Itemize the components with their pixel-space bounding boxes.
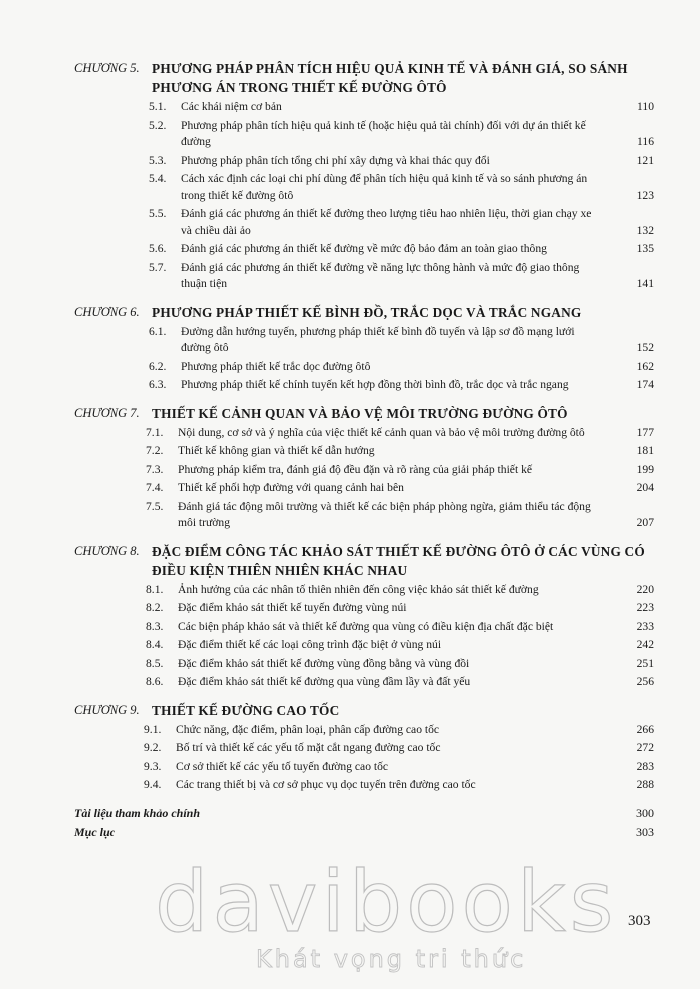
entry-number: 9.1.	[144, 722, 162, 736]
entry-title: Thiết kế phối hợp đường với quang cảnh hai bên	[178, 481, 404, 494]
toc-entry[interactable]	[146, 637, 654, 654]
page-number: 303	[628, 913, 651, 929]
toc-back-entry[interactable]	[74, 823, 654, 842]
entry-number: 5.2.	[149, 118, 167, 132]
entry-page: 181	[636, 444, 654, 457]
entry-number: 9.3.	[144, 759, 162, 773]
entry-page: 223	[636, 601, 654, 614]
entry-title: Đánh giá các phương án thiết kế đường theo lượng tiêu hao nhiên liệu, thời gian chạy xe và chiều dài ảo	[181, 207, 592, 237]
chapter-label: CHƯƠNG 7.	[74, 405, 140, 420]
entry-number: 8.2.	[146, 601, 164, 614]
entry-title: Các biện pháp khảo sát và thiết kế đường qua vùng có điều kiện địa chất đặc biệt	[178, 619, 554, 633]
entry-title: Đặc điểm khảo sát thiết kế đường vùng đồng bằng và vùng đồi	[178, 656, 470, 670]
chapter-9	[74, 701, 654, 794]
entry-number: 5.1.	[149, 100, 167, 113]
chapter-heading	[74, 59, 654, 97]
entry-page: 162	[636, 359, 654, 373]
entry-title: Đặc điểm khảo sát thiết kế tuyến đường vùng núi	[178, 601, 407, 614]
entry-title: Bố trí và thiết kế các yếu tố mặt cắt ngang đường cao tốc	[176, 741, 441, 754]
entry-title: Đánh giá các phương án thiết kế đường về mức độ bảo đảm an toàn giao thông	[181, 242, 547, 255]
entry-page: 152	[636, 341, 654, 354]
davibooks-watermark-logo: davibooks	[155, 853, 618, 951]
entry-page: 135	[636, 242, 654, 255]
entry-number: 8.1.	[146, 582, 164, 596]
entry-number: 8.4.	[146, 638, 164, 651]
toc-entry[interactable]	[146, 425, 654, 442]
entry-title: Cách xác định các loại chi phí dùng để phân tích hiệu quả kinh tế và so sánh phương án trong thiết kế đường ôtô	[181, 172, 588, 202]
entry-number: 5.3.	[149, 153, 167, 167]
entry-number: 5.6.	[149, 242, 167, 255]
entry-page: 272	[636, 741, 654, 754]
toc-entry[interactable]	[146, 480, 654, 497]
toc-entry[interactable]	[146, 499, 654, 532]
chapter-title: THIẾT KẾ CẢNH QUAN VÀ BẢO VỆ MÔI TRƯỜNG ĐƯỜNG ÔTÔ	[152, 405, 568, 421]
entry-title: Phương pháp phân tích tổng chi phí xây dựng và khai thác quy đổi	[181, 153, 490, 167]
contents-page: 303	[636, 824, 654, 839]
table-of-contents	[74, 59, 654, 842]
toc-entry[interactable]	[149, 99, 654, 116]
entry-title: Đặc điểm thiết kế các loại công trình đặc biệt ở vùng núi	[178, 638, 442, 651]
toc-entry[interactable]	[149, 171, 654, 204]
entry-title: Đánh giá các phương án thiết kế đường về năng lực thông hành và mức độ giao thông thuận tiện	[181, 260, 580, 290]
entry-title: Phương pháp thiết kế chính tuyến kết hợp đồng thời bình đồ, trắc dọc và trắc ngang	[181, 378, 569, 391]
entry-title: Phương pháp thiết kế trắc dọc đường ôtô	[181, 359, 371, 373]
entry-page: 288	[636, 778, 654, 791]
entry-title: Đặc điểm khảo sát thiết kế đường qua vùng đầm lầy và đất yếu	[178, 675, 471, 688]
chapter-label: CHƯƠNG 6.	[74, 304, 140, 319]
chapter-5	[74, 59, 654, 293]
entry-page: 116	[637, 135, 654, 148]
chapter-heading	[74, 542, 654, 580]
toc-entry[interactable]	[149, 118, 654, 151]
toc-entry[interactable]	[144, 777, 654, 794]
chapter-title: THIẾT KẾ ĐƯỜNG CAO TỐC	[152, 702, 340, 718]
entry-page: 132	[636, 223, 654, 237]
entry-page: 251	[636, 656, 654, 670]
entry-number: 6.2.	[149, 359, 167, 373]
chapter-label: CHƯƠNG 9.	[74, 702, 140, 717]
references-title: Tài liệu tham khảo chính	[74, 805, 201, 820]
entry-title: Đánh giá tác động môi trường và thiết kế các biện pháp phòng ngừa, giảm thiểu tác động môi trường	[178, 499, 591, 529]
entry-number: 8.5.	[146, 656, 164, 670]
entry-number: 8.6.	[146, 675, 164, 688]
entry-number: 7.3.	[146, 462, 164, 476]
chapter-8	[74, 542, 654, 691]
toc-entry[interactable]	[146, 462, 654, 479]
entry-page: 242	[636, 638, 654, 651]
entry-page: 283	[636, 759, 654, 773]
chapter-title: PHƯƠNG PHÁP PHÂN TÍCH HIỆU QUẢ KINH TẾ VÀ ĐÁNH GIÁ, SO SÁNH PHƯƠNG ÁN TRONG THIẾT KẾ ĐƯỜNG ÔTÔ	[152, 61, 628, 95]
toc-entry[interactable]	[146, 443, 654, 460]
references-page: 300	[636, 805, 654, 820]
entry-number: 5.4.	[149, 172, 167, 185]
toc-entry[interactable]	[149, 260, 654, 293]
entry-title: Các khái niệm cơ bản	[181, 100, 282, 113]
entry-title: Thiết kế không gian và thiết kế dẫn hướng	[178, 444, 375, 457]
entry-page: 199	[636, 462, 654, 476]
entry-page: 256	[636, 675, 654, 688]
entry-page: 177	[636, 425, 654, 439]
entry-page: 220	[636, 582, 654, 596]
entry-number: 8.3.	[146, 619, 164, 633]
entry-number: 7.1.	[146, 425, 164, 439]
toc-entry[interactable]	[149, 241, 654, 258]
entry-number: 7.2.	[146, 444, 164, 457]
toc-entry[interactable]	[149, 153, 654, 170]
chapter-label: CHƯƠNG 5.	[74, 61, 140, 75]
entry-number: 9.4.	[144, 778, 162, 791]
toc-entry[interactable]	[149, 206, 654, 239]
entry-page: 174	[636, 378, 654, 391]
entry-title: Chức năng, đặc điểm, phân loại, phân cấp đường cao tốc	[176, 722, 440, 736]
toc-entry[interactable]	[144, 740, 654, 757]
entry-title: Đường dẫn hướng tuyến, phương pháp thiết kế bình đồ tuyến và lập sơ đồ mạng lưới đường ôtô	[181, 324, 575, 354]
chapter-title: PHƯƠNG PHÁP THIẾT KẾ BÌNH ĐỒ, TRẮC DỌC VÀ TRẮC NGANG	[152, 304, 582, 320]
entry-page: 110	[637, 100, 654, 113]
toc-entry[interactable]	[144, 759, 654, 776]
entry-page: 207	[636, 516, 654, 529]
toc-entry[interactable]	[146, 656, 654, 673]
chapter-7	[74, 404, 654, 532]
chapter-6	[74, 303, 654, 394]
entry-number: 5.5.	[149, 207, 167, 220]
entry-page: 204	[636, 481, 654, 494]
entry-page: 266	[636, 722, 654, 736]
toc-entry[interactable]	[146, 619, 654, 636]
toc-entry[interactable]	[146, 582, 654, 599]
entry-number: 6.3.	[149, 378, 167, 391]
contents-title: Mục lục	[74, 824, 116, 839]
chapter-label: CHƯƠNG 8.	[74, 543, 140, 558]
toc-entry[interactable]	[149, 377, 654, 394]
entry-page: 141	[636, 277, 654, 290]
entry-page: 233	[636, 619, 654, 633]
chapter-heading	[74, 701, 654, 720]
toc-entry[interactable]	[146, 600, 654, 617]
entry-number: 7.4.	[146, 481, 164, 494]
toc-back-entry[interactable]	[74, 804, 654, 823]
toc-entry[interactable]	[149, 359, 654, 376]
entry-title: Các trang thiết bị và cơ sở phục vụ dọc tuyến trên đường cao tốc	[176, 778, 476, 791]
entry-title: Phương pháp kiểm tra, đánh giá độ đều đặn và rõ ràng của giải pháp thiết kế	[178, 462, 533, 476]
entry-title: Cơ sở thiết kế các yếu tố tuyến đường cao tốc	[176, 759, 389, 773]
toc-entry[interactable]	[146, 674, 654, 691]
chapter-heading	[74, 303, 654, 322]
entry-number: 6.1.	[149, 324, 167, 338]
entry-number: 5.7.	[149, 260, 167, 274]
entry-title: Phương pháp phân tích hiệu quả kinh tế (hoặc hiệu quả tài chính) đối với dự án thiết kế đường	[181, 118, 586, 148]
entry-title: Nội dung, cơ sở và ý nghĩa của việc thiết kế cảnh quan và bảo vệ môi trường đường ôtô	[178, 425, 585, 439]
entry-page: 121	[636, 153, 654, 167]
entry-number: 7.5.	[146, 499, 164, 513]
watermark-slogan: Khát vọng tri thức	[256, 945, 527, 973]
toc-entry[interactable]	[144, 722, 654, 739]
chapter-title: ĐẶC ĐIỂM CÔNG TÁC KHẢO SÁT THIẾT KẾ ĐƯỜNG ÔTÔ Ở CÁC VÙNG CÓ ĐIỀU KIỆN THIÊN NHIÊN KHÁC NHAU	[152, 543, 645, 578]
entry-page: 123	[636, 188, 654, 202]
entry-title: Ảnh hưởng của các nhân tố thiên nhiên đến công việc khảo sát thiết kế đường	[178, 582, 539, 596]
chapter-heading	[74, 404, 654, 423]
toc-entry[interactable]	[149, 324, 654, 357]
entry-number: 9.2.	[144, 741, 162, 754]
